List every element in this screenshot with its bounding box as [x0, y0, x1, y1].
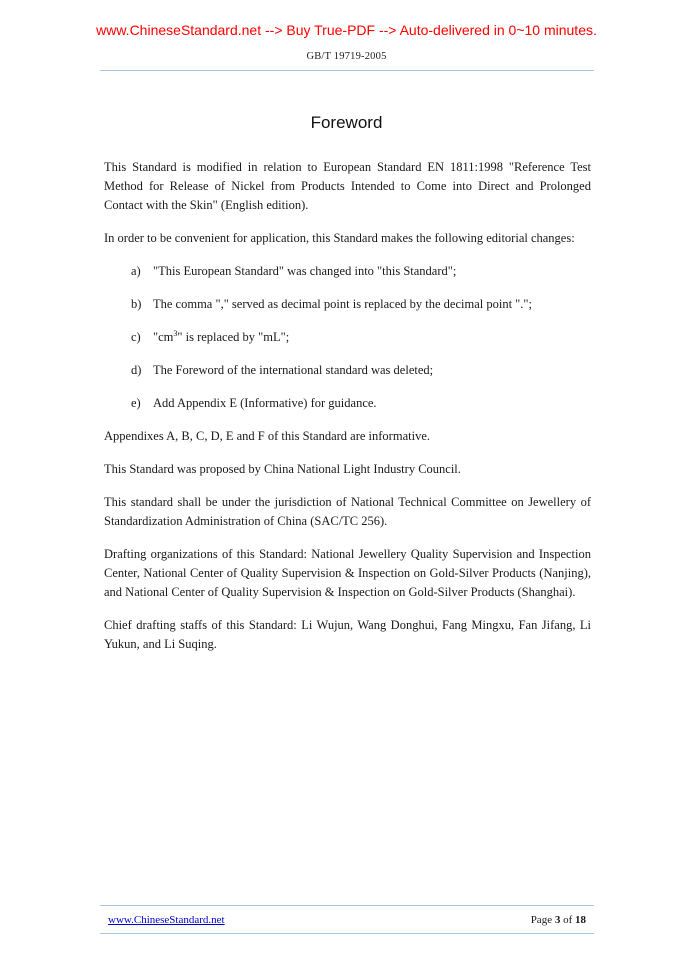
document-number: GB/T 19719-2005: [306, 51, 387, 62]
list-item-d: [131, 361, 591, 380]
paragraph-4: This Standard was proposed by China National Light Industry Council.: [104, 462, 461, 476]
list-item-label: d): [131, 363, 142, 377]
footer-link[interactable]: www.ChineseStandard.net: [108, 913, 225, 926]
list-item-text: "$cm^3$" is replaced by "mL";: [153, 328, 290, 344]
list-item-text: Add Appendix E (Informative) for guidance.: [153, 396, 377, 410]
list-item-text: The Foreword of the international standard was deleted;: [153, 363, 434, 377]
paragraph-7: Chief drafting staffs of this Standard: Li Wujun, Wang Donghui, Fang Mingxu, Fan Jifang, Li Yukun, and Li Suqing.: [104, 618, 591, 651]
list-item-text: The comma "," served as decimal point is replaced by the decimal point ".";: [153, 297, 532, 311]
superscript: 3: [173, 328, 178, 338]
page-indicator: Page 3 of 18: [530, 913, 586, 926]
list-item-label: a): [131, 264, 141, 278]
page-title: Foreword: [310, 113, 383, 132]
paragraph-3: Appendixes A, B, C, D, E and F of this Standard are informative.: [104, 429, 430, 443]
document-body: [104, 158, 591, 668]
list-item-e: [131, 394, 591, 413]
editorial-changes-list: [131, 262, 591, 413]
paragraph-6: Drafting organizations of this Standard: National Jewellery Quality Supervision and Inspection Center, National Center of Quality Supervision & Inspection on Gold-Silver Products (Nanjing), and National Center of Quality Supervision & Inspection on Gold-Silver Products (Shanghai).: [104, 547, 591, 599]
paragraph-1: This Standard is modified in relation to European Standard EN 1811:1998 "Reference Test Method for Release of Nickel from Products Intended to Come into Direct and Prolonged Contact with the Skin" (English edition).: [104, 160, 591, 212]
list-item-text: "This European Standard" was changed into "this Standard";: [153, 264, 457, 278]
promo-banner-link[interactable]: www.ChineseStandard.net --> Buy True-PDF --> Auto-delivered in 0~10 minutes.: [96, 22, 597, 38]
list-item-c: [131, 328, 591, 347]
list-item-b: [131, 295, 591, 314]
page-footer: [100, 905, 594, 934]
header-divider: [100, 70, 594, 71]
paragraph-2: In order to be convenient for application, this Standard makes the following editorial changes:: [104, 231, 575, 245]
list-item-label: c): [131, 330, 141, 344]
list-item-label: b): [131, 297, 142, 311]
footer-divider-bottom: [100, 933, 594, 934]
list-item-label: e): [131, 396, 141, 410]
paragraph-5: This standard shall be under the jurisdiction of National Technical Committee on Jewellery of Standardization Administration of China (SAC/TC 256).: [104, 495, 591, 528]
list-item-a: [131, 262, 591, 281]
